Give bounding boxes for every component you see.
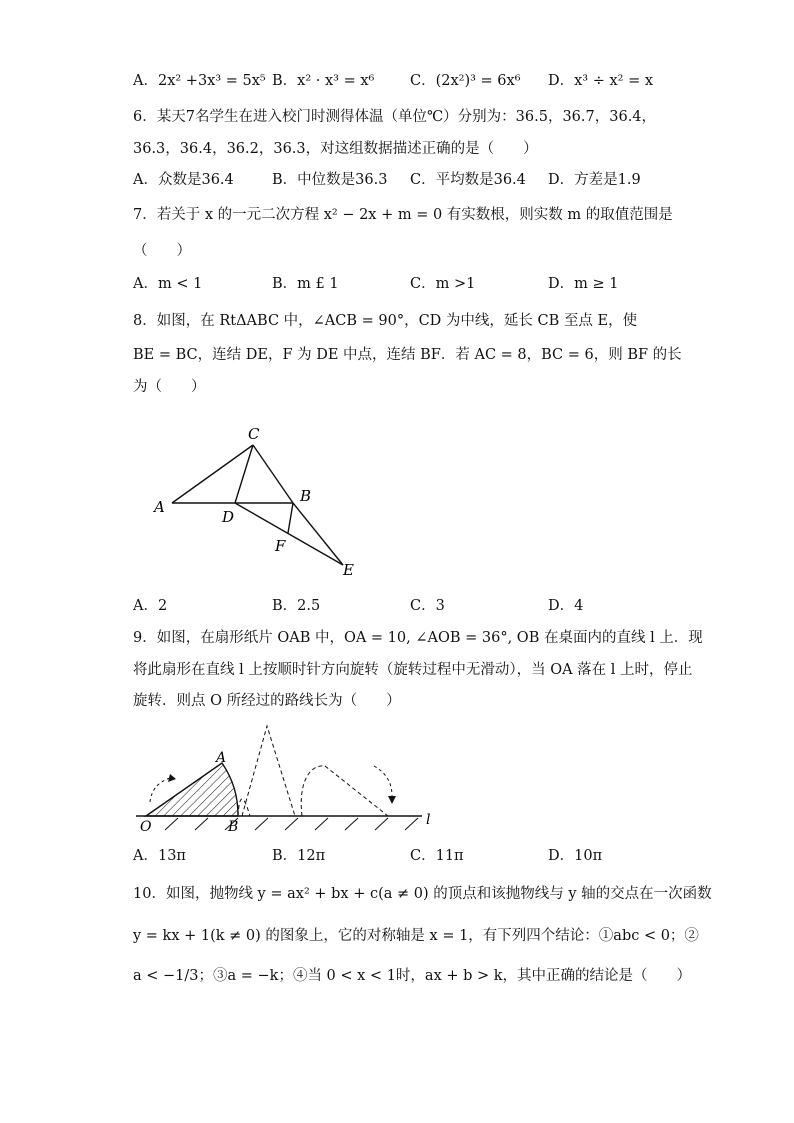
q10-stem-line2: y = kx + 1(k ≠ 0) 的图象上，它的对称轴是 x = 1，有下列四个结论：①abc < 0；② (133, 928, 699, 944)
q7-stem-line2: （ ） (133, 243, 191, 259)
q8-stem-line2: BE = BC，连结 DE，F 为 DE 中点，连结 BF．若 AC = 8，BC = 6，则 BF 的长 (133, 347, 682, 363)
sector-oab (146, 763, 238, 816)
rotation-arrow-left (150, 778, 170, 802)
q5-option-a: A．2x² +3x³ = 5x⁵ (133, 73, 266, 89)
q6-option-c: C．平均数是36.4 (410, 172, 526, 188)
label-f: F (275, 537, 286, 555)
q5-option-d: D．x³ ÷ x² = x (548, 73, 654, 89)
q7-option-b: B．m £ 1 (272, 276, 339, 292)
label-o: O (140, 819, 152, 835)
segment-cb (253, 445, 293, 503)
segment-be (293, 503, 343, 565)
dashed-arc-2 (301, 766, 325, 816)
segment-de (235, 503, 343, 565)
q9-option-c: C．11π (410, 848, 464, 864)
q8-option-c: C．3 (410, 598, 445, 614)
q8-stem-line1: 8．如图，在 RtΔABC 中，∠ACB = 90°，CD 为中线，延长 CB 至点 E，使 (133, 313, 638, 329)
q10-stem-line3: a < −1/3；③a = −k；④当 0 < x < 1时，ax + b > k，其中正确的结论是（ ） (133, 968, 692, 984)
label-l: l (426, 812, 431, 828)
segment-cd (235, 445, 253, 503)
label-e: E (343, 561, 354, 579)
q9-stem-line1: 9．如图，在扇形纸片 OAB 中，OA = 10, ∠AOB = 36°, OB 在桌面内的直线 l 上．现 (133, 630, 703, 646)
q9-stem-line3: 旋转．则点 O 所经过的路线长为（ ） (133, 693, 401, 709)
q6-stem-line1: 6．某天7名学生在进入校门时测得体温（单位℃）分别为：36.5，36.7，36.4， (133, 109, 657, 125)
segment-ac (172, 445, 253, 503)
q7-option-d: D．m ≥ 1 (548, 276, 619, 292)
q9-stem-line2: 将此扇形在直线 l 上按顺时针方向旋转（旋转过程中无滑动），当 OA 落在 l 上时，停止 (133, 662, 693, 678)
q10-stem-line1: 10．如图，抛物线 y = ax² + bx + c(a ≠ 0) 的顶点和该抛物线与 y 轴的交点在一次函数 (133, 886, 712, 902)
label-d: D (222, 508, 235, 526)
q8-option-d: D．4 (548, 598, 584, 614)
q6-option-a: A．众数是36.4 (133, 172, 234, 188)
q7-stem-line1: 7．若关于 x 的一元二次方程 x² − 2x + m = 0 有实数根，则实数 m 的取值范围是 (133, 207, 673, 223)
q9-option-b: B．12π (272, 848, 326, 864)
label-c: C (248, 425, 260, 443)
label-a: A (216, 750, 227, 766)
q9-option-d: D．10π (548, 848, 603, 864)
q7-option-c: C．m >1 (410, 276, 476, 292)
q8-triangle-figure (140, 415, 380, 585)
q9-option-a: A．13π (133, 848, 186, 864)
label-a: A (154, 498, 165, 516)
q9-sector-rolling-figure (130, 722, 440, 837)
q5-option-b: B．x² · x³ = x⁶ (272, 73, 375, 89)
rotation-arrow-right (374, 766, 392, 796)
segment-bf (288, 503, 293, 533)
q7-option-a: A．m < 1 (133, 276, 203, 292)
q6-stem-line2: 36.3，36.4，36.2，36.3，对这组数据描述正确的是（ ） (133, 141, 538, 157)
q5-option-c: C．(2x²)³ = 6x⁶ (410, 73, 521, 89)
q6-option-d: D．方差是1.9 (548, 172, 641, 188)
label-b: B (300, 487, 312, 505)
q6-option-b: B．中位数是36.3 (272, 172, 388, 188)
q8-option-b: B．2.5 (272, 598, 321, 614)
dashed-sector-tilted (302, 766, 388, 816)
q8-option-a: A．2 (133, 598, 168, 614)
q8-stem-line3: 为（ ） (133, 379, 206, 395)
label-b: B (228, 819, 239, 835)
dashed-sector-upright (242, 726, 295, 816)
